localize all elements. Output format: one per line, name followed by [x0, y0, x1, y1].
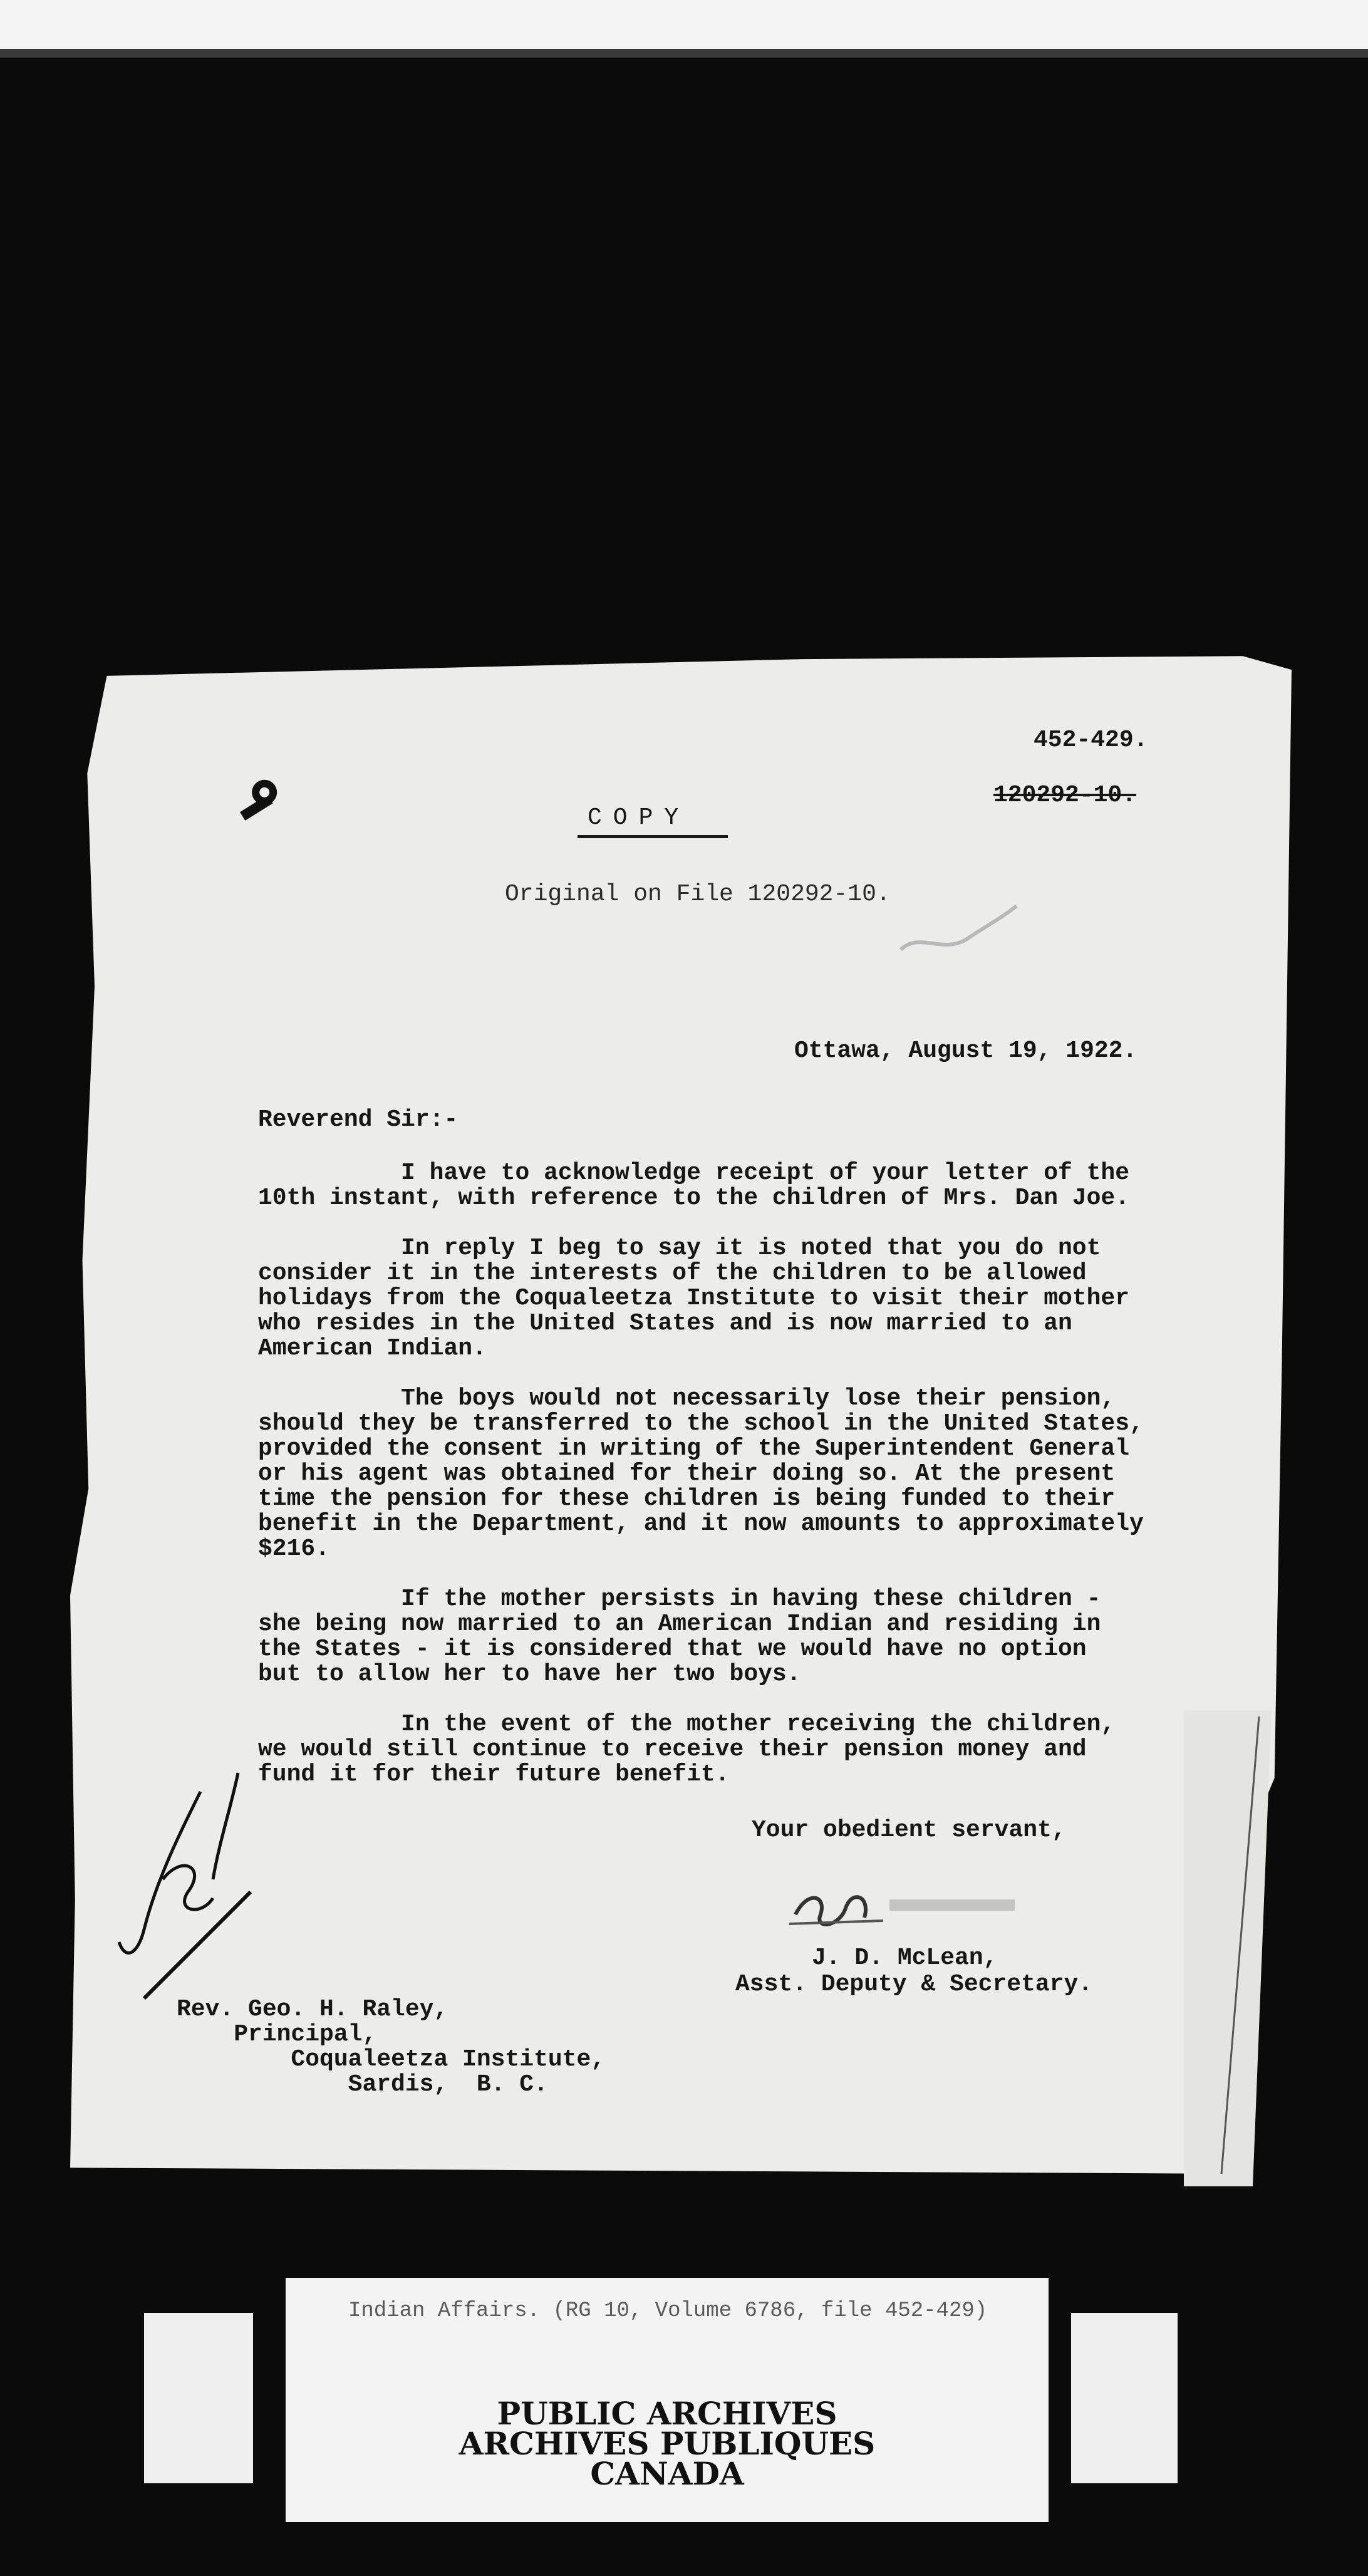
signer-title: Asst. Deputy & Secretary. — [735, 1971, 1093, 1998]
film-top-edge — [0, 49, 1368, 58]
film-top-border — [0, 0, 1368, 49]
file-number: 452-429. — [1034, 727, 1148, 754]
archives-label — [144, 2278, 1178, 2522]
archive-name-en: PUBLIC ARCHIVES — [497, 2395, 837, 2432]
closing-line: Your obedient servant, — [752, 1817, 1066, 1844]
letter-date: Ottawa, August 19, 1922. — [794, 1037, 1137, 1064]
copy-underline — [578, 835, 728, 838]
struck-file-number: 120292-10. — [993, 782, 1137, 809]
signer-name: J. D. McLean, — [812, 1945, 998, 1971]
paper-fold-edge — [1184, 1710, 1272, 2186]
label-tab-left — [144, 2313, 253, 2483]
label-tab-right — [1071, 2313, 1178, 2483]
addressee-block: Rev. Geo. H. Raley, Principal, Coqualeetza Institute, Sardis, B. C. — [177, 1996, 606, 2098]
original-file-note: Original on File 120292-10. — [505, 881, 891, 908]
signature-stamp — [783, 1877, 1021, 1933]
archive-name-fr: ARCHIVES PUBLIQUES — [459, 2425, 876, 2462]
letter-body: I have to acknowledge receipt of your letter of the 10th instant, with reference to the children of Mrs. Dan Joe. In reply I beg to say it is noted that you do not consider it in the interests of the children to be allowed holidays from the Coqualeetza Institute to visit their mother who resides in the United States and is now married to an American Indian. The boys would not necessarily lose their pension, should they be transferred to the school in the United States, provided the consent in writing of the Superintendent General or his agent was obtained for their doing so. At the present time the pension for these children is being funded to their benefit in the Department, and it now amounts to approximately $216. If the mother persists in having these children - she being now married to an American Indian and residing in the States - it is considered that we would have no option but to allow her to have her two boys. In the event of the mother receiving the children, we would still continue to receive their pension money and fund it for their future benefit. — [258, 1160, 1144, 1788]
pencil-smudge — [894, 893, 1020, 969]
salutation: Reverend Sir:- — [258, 1106, 459, 1133]
handwritten-initials — [106, 1754, 263, 2005]
copy-heading: COPY — [588, 804, 690, 831]
archive-reference: Indian Affairs. (RG 10, Volume 6786, file 452-429) — [348, 2299, 988, 2323]
archive-country: CANADA — [590, 2455, 744, 2492]
